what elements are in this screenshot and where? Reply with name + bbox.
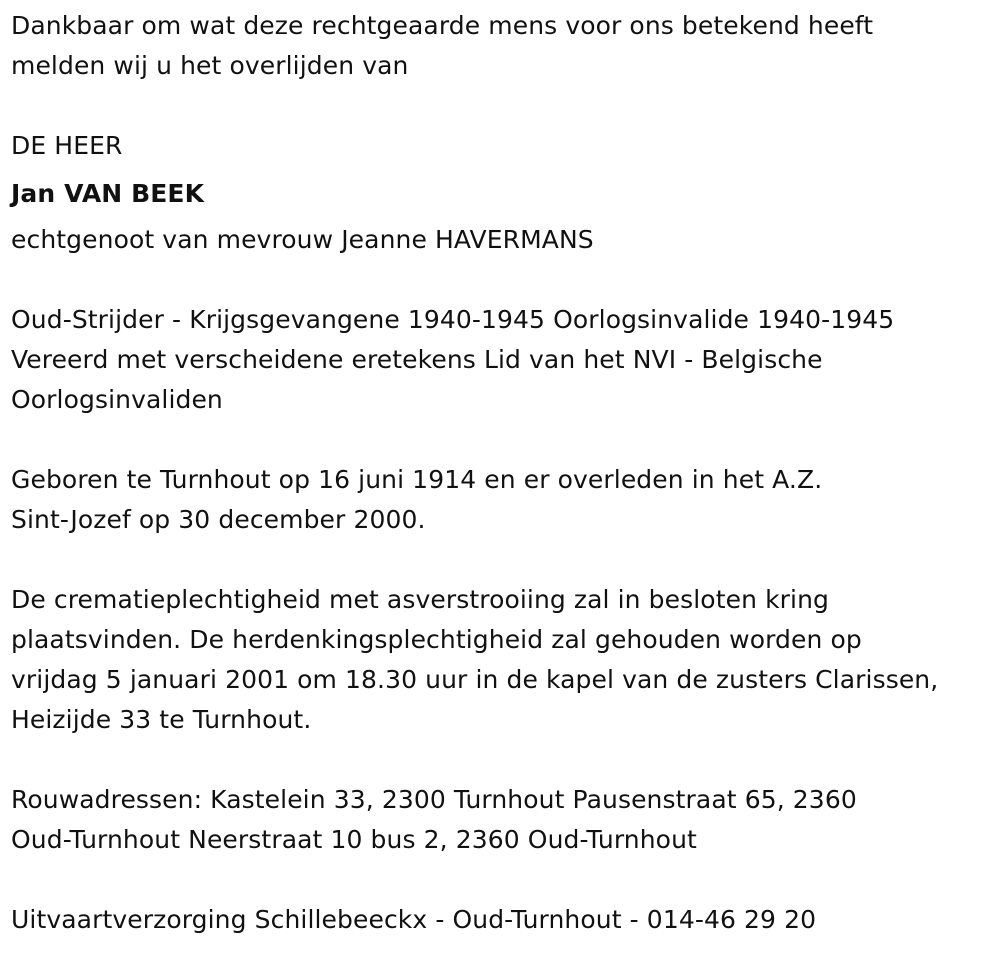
spouse-line: echtgenoot van mevrouw Jeanne HAVERMANS xyxy=(11,225,594,254)
addresses-line-1: Rouwadressen: Kastelein 33, 2300 Turnhout Pausenstraat 65, 2360 xyxy=(11,785,857,814)
ceremony-paragraph xyxy=(11,580,991,740)
intro-line-1: Dankbaar om wat deze rechtgeaarde mens voor ons betekend heeft xyxy=(11,11,874,40)
ceremony-line-2: plaatsvinden. De herdenkingsplechtigheid zal gehouden worden op xyxy=(11,625,862,654)
addresses-line-2: Oud-Turnhout Neerstraat 10 bus 2, 2360 Oud-Turnhout xyxy=(11,825,697,854)
intro-paragraph xyxy=(11,6,991,86)
title: DE HEER xyxy=(11,131,123,160)
addresses-paragraph xyxy=(11,780,991,860)
honors-paragraph xyxy=(11,300,991,420)
birth-death-line-2: Sint-Jozef op 30 december 2000. xyxy=(11,505,426,534)
honors-line-3: Oorlogsinvaliden xyxy=(11,385,223,414)
funeral-home-paragraph xyxy=(11,900,991,940)
birth-death-line-1: Geboren te Turnhout op 16 juni 1914 en er overleden in het A.Z. xyxy=(11,465,823,494)
ceremony-line-3: vrijdag 5 januari 2001 om 18.30 uur in de kapel van de zusters Clarissen, xyxy=(11,665,939,694)
ceremony-line-4: Heizijde 33 te Turnhout. xyxy=(11,705,312,734)
spacer xyxy=(11,260,991,300)
ceremony-line-1: De crematieplechtigheid met asverstrooiing zal in besloten kring xyxy=(11,585,829,614)
honors-line-1: Oud-Strijder - Krijgsgevangene 1940-1945 Oorlogsinvalide 1940-1945 xyxy=(11,305,895,334)
funeral-home-line: Uitvaartverzorging Schillebeeckx - Oud-Turnhout - 014-46 29 20 xyxy=(11,905,817,934)
birth-death-paragraph xyxy=(11,460,991,540)
obituary-text xyxy=(11,6,991,940)
honors-line-2: Vereerd met verscheidene eretekens Lid van het NVI - Belgische xyxy=(11,345,823,374)
intro-line-2: melden wij u het overlijden van xyxy=(11,51,409,80)
deceased-name: Jan VAN BEEK xyxy=(11,179,205,208)
deceased-block xyxy=(11,126,991,260)
